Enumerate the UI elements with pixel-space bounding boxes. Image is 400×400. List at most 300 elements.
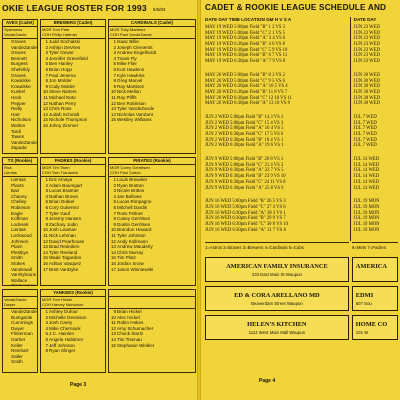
staff-line: COH Paul Sutton <box>110 170 141 176</box>
game-row: JUN 16 WED 6:30pm Field "A" 31 7 VS 8 <box>205 227 286 233</box>
game-row-side: JUL 14 WED <box>353 162 380 168</box>
player-number: 2 <box>113 182 116 188</box>
team-name: YANKEES (Rookie) <box>41 290 105 297</box>
schedule-main-column <box>205 17 350 241</box>
sponsor-address: 233 East Main St-Waupun <box>251 272 302 278</box>
player-name: Jordan Snow <box>117 260 144 266</box>
roster-table <box>2 157 38 286</box>
schedule-side-column <box>350 17 398 241</box>
team-staff <box>3 297 37 309</box>
roster-table <box>2 289 38 373</box>
player-name: Lucas Bratmer <box>49 188 79 194</box>
player-name: Tim Platz <box>117 255 136 261</box>
player-name: Greg Marvel <box>117 78 143 84</box>
game-row: MAY 26 WED 6:30pm Field "B" 11 8 VS 7 <box>205 89 288 95</box>
game-row: MAY 19 WED 6:30pm Field "A" 3 4 VS 6 <box>205 36 286 42</box>
staff-line: MGR Toby Martinez <box>110 27 146 32</box>
game-row-side: JUN 30 WED <box>353 95 380 101</box>
player-name: Dustin Gerritsen <box>117 221 151 227</box>
player-number: 7 <box>45 210 48 216</box>
player-name: Brandon Howard <box>117 227 152 233</box>
player-name: Tawes <box>11 134 25 140</box>
game-row: JUN 9 WED 6:30pm Field "C" 24 11 VS 8 <box>205 179 286 185</box>
team-staff <box>109 297 195 309</box>
player-number: 7 <box>113 210 116 216</box>
sponsor-ad-partial <box>352 257 398 282</box>
team-name: AVES (Cadet) <box>3 20 37 27</box>
player-name: Steve Nieters <box>49 89 77 95</box>
player-number: 4 <box>113 55 116 61</box>
player-name: Ryan Slinger <box>49 348 76 354</box>
player-name: Michelle Dennison <box>49 314 87 320</box>
player-number: 10 <box>42 227 48 233</box>
player-name: Chris Ross <box>49 106 72 112</box>
sponsor-address-partial: 101 W <box>355 330 369 336</box>
player-number: 12 <box>42 100 48 106</box>
player-number: 2 <box>45 314 48 320</box>
player-name: Lientas <box>11 227 26 233</box>
player-name: Mitchell Dardis <box>117 204 148 210</box>
player-name: Ben Hanley <box>49 61 73 67</box>
player-name: Mike Flier <box>117 61 137 67</box>
player-name: Ryan Bratton <box>117 182 144 188</box>
schedule-week-side <box>354 157 398 191</box>
player-number: 4 <box>45 55 48 61</box>
player-name: Jan Bellows <box>117 193 142 199</box>
player-name: Jennifer Greenfield <box>49 55 88 61</box>
game-row-side: JUL 19 MON <box>353 210 380 216</box>
player-number <box>3 145 11 151</box>
player-number: 7 <box>113 72 116 78</box>
roster-title: OKIE LEAGUE ROSTER FOR 1993 <box>2 3 147 13</box>
player-name: Eagle <box>11 210 23 216</box>
player-name: Nick Mellon <box>117 89 141 95</box>
game-row-side: JUN 23 WED <box>353 59 380 65</box>
player-number: 3 <box>113 188 116 194</box>
sponsor-row <box>205 315 398 340</box>
player-name: Nick Lehman <box>49 232 76 238</box>
player-number: 1 <box>45 177 48 182</box>
player-name: Brian Dubiel <box>49 199 75 205</box>
player-number: 5 <box>45 199 48 205</box>
player-number: 5 <box>45 61 48 67</box>
sponsor-name-partial: HOME CO <box>355 321 388 329</box>
player-number: 16 <box>42 122 48 128</box>
player-name: Westley Williams <box>117 117 152 123</box>
player-name: Saller <box>11 353 23 359</box>
team-name <box>3 290 37 297</box>
player-number: 4 <box>45 325 48 331</box>
player-name: Graves <box>11 50 26 56</box>
player-number: 1 <box>113 39 116 44</box>
player-name: VanRybrans <box>11 272 36 278</box>
staff-line: COH Philip Hafman <box>42 32 77 38</box>
player-name: David Pearhouse <box>49 238 85 244</box>
game-row: JUN 9 WED 6:30pm Field "A" 25 8 VS 9 <box>205 185 284 191</box>
player-name: Ashley Dufour <box>49 309 78 314</box>
sponsor-address: 1114 West Main Mall Waupun <box>248 330 306 336</box>
player-number: 16 <box>42 260 48 266</box>
player-name: Nichole Thompson <box>49 117 88 123</box>
player-name: Ray Martinez <box>117 83 145 89</box>
player-name: Brett VanDyke <box>49 266 79 272</box>
roster-table <box>40 289 106 373</box>
player-number: 13 <box>110 106 116 112</box>
sponsor-ad-partial <box>352 315 398 340</box>
player-name: J.C. Hainlen <box>49 331 75 337</box>
game-row-side: JUL 14 WED <box>353 174 380 180</box>
game-row-side: JUL 7 WED <box>353 126 377 132</box>
player-number: 7 <box>45 342 48 348</box>
player-name: Bennett <box>11 55 27 61</box>
player-number: 8 <box>45 78 48 84</box>
player-name: Keller <box>11 342 23 348</box>
player-name: Casey Gerritsen <box>117 216 151 222</box>
player-name: Michael Noto <box>49 94 76 100</box>
player-name: Tyler Johnson <box>117 232 146 238</box>
game-row: JUN 9 WED 6:30pm Field "A" 22 7 VS 5 <box>205 168 284 174</box>
player-name: Paul Jenema <box>49 72 76 78</box>
player-name: Tyler Gauf <box>49 210 71 216</box>
player-number: 15 <box>110 255 116 261</box>
left-page <box>0 0 198 400</box>
player-name: Smith <box>11 255 23 261</box>
team-staff <box>41 165 105 177</box>
player-name: Chaney <box>11 193 27 199</box>
player-number: 5 <box>113 61 116 67</box>
player-name: Lockwood <box>11 232 32 238</box>
player-number: 12 <box>42 238 48 244</box>
right-page <box>198 0 400 400</box>
game-row-side: JUL 7 WED <box>353 143 377 149</box>
player-name: Kowalske <box>11 83 31 89</box>
player-name: Robin Hokes <box>117 320 144 326</box>
player-name: Ross Feltner <box>117 210 144 216</box>
game-row-side: JUN 30 WED <box>353 84 380 90</box>
sponsor-ads <box>205 257 398 340</box>
player-name: Chris Murray <box>117 249 144 255</box>
player-number: 10 <box>42 89 48 95</box>
game-row: JUN 16 WED 5:00pm Field "C" 27 4 VS 6 <box>205 204 286 210</box>
player-number: 14 <box>110 249 116 255</box>
player-name: Angela Habitmer <box>49 336 84 342</box>
player-row <box>3 145 37 151</box>
game-row-side: JUL 7 WED <box>353 132 377 137</box>
player-name: Nicholas VanZant <box>117 111 153 117</box>
player-number: 8 <box>113 216 116 222</box>
player-name: Walton <box>11 122 26 128</box>
staff-line: MGR Corey Gerrittsen <box>110 165 150 170</box>
player-name: Josh Carey <box>49 320 73 326</box>
schedule-week-side <box>354 115 398 149</box>
game-row: JUN 16 WED 6:30pm Field "B" 29 9 VS 7 <box>205 216 286 222</box>
player-name: Plants <box>11 182 24 188</box>
player-number: 13 <box>110 244 116 250</box>
game-row: JUN 16 WED 6:30pm Field "C" 30 8 VS 10 <box>205 221 288 227</box>
roster-table <box>40 157 106 286</box>
schedule-week-side <box>354 25 398 65</box>
player-number: 9 <box>113 83 116 89</box>
schedule-week <box>205 73 350 107</box>
player-name: Koffman <box>11 216 29 222</box>
player-name: Adrian Vasquez <box>49 260 82 266</box>
player-number: 6 <box>45 336 48 342</box>
player-number: 9 <box>45 221 48 227</box>
game-row-side: JUN 23 WED <box>353 53 380 59</box>
game-row: MAY 19 WED 5:00pm Field "B" 1 2 VS 3 <box>205 25 286 30</box>
schedule-groups <box>205 25 350 233</box>
player-number: 3 <box>45 188 48 194</box>
player-name: Reilly <box>11 106 23 112</box>
schedule-title: CADET & ROOKIE LEAGUE SCHEDULE AND <box>205 3 387 12</box>
player-name: Kowalske <box>11 78 31 84</box>
game-row: MAY 19 WED 5:00pm Field "C" 2 1 VS 5 <box>205 30 286 36</box>
player-number: 14 <box>110 111 116 117</box>
booklet-gutter <box>197 0 201 400</box>
staff-line: Lientas <box>4 170 17 176</box>
team-name: PADRES (Rookie) <box>41 158 105 165</box>
player-name: Isaac Billie <box>117 39 139 44</box>
right-page-number: Page 4 <box>259 378 276 384</box>
team-staff <box>41 27 105 39</box>
player-name: Zimmerman <box>11 283 36 286</box>
player-number: 5 <box>113 199 116 205</box>
player-number: 8 <box>113 78 116 84</box>
player-number: 15 <box>42 117 48 123</box>
player-name: Brian Hopp <box>49 66 72 72</box>
player-name: Tyler Gower <box>49 50 74 56</box>
schedule-week <box>205 199 350 233</box>
player-number: 2 <box>45 44 48 50</box>
player-number: 11 <box>43 94 48 100</box>
team-legend: 1=Astros 2=Braves 3=Brewers 4=Cardinals 5=Cubs <box>205 242 349 254</box>
player-name: VandeZande <box>11 44 37 50</box>
player-number <box>3 359 11 365</box>
player-number: 11 <box>43 232 48 238</box>
game-row-side: JUL 19 MON <box>353 227 380 233</box>
sponsor-row <box>205 286 398 311</box>
player-number: 15 <box>110 342 116 348</box>
player-name: Garber <box>11 336 26 342</box>
player-number: 12 <box>110 325 116 331</box>
player-name: Ben Robinson <box>117 100 146 106</box>
player-number: 14 <box>110 336 116 342</box>
player-name: Kurt Hawkins <box>117 66 145 72</box>
player-number: 11 <box>111 320 116 326</box>
game-row: MAY 19 WED 6:30pm Field "C" 5 9 VS 10 <box>205 47 288 53</box>
roster-table <box>108 19 196 154</box>
roster-table <box>2 19 38 154</box>
player-name: Wallace <box>11 277 28 283</box>
staff-line: MGR Tom Pete <box>42 27 70 32</box>
player-name: Andrew Mauderly <box>117 244 153 250</box>
player-name: Burgess <box>11 61 28 67</box>
sponsor-ad <box>205 257 349 282</box>
player-name: Jason Wisniewski <box>117 266 154 272</box>
team-staff <box>3 27 37 39</box>
sponsor-ad <box>205 286 349 311</box>
game-row: MAY 26 WED 5:00pm Field "B" 8 3 VS 2 <box>205 72 286 78</box>
team-staff <box>41 297 105 309</box>
roster-date: 5/5/93 <box>152 7 166 12</box>
player-number: 4 <box>45 193 48 199</box>
player-name: Andy Kollmann <box>117 238 148 244</box>
roster-grid <box>2 19 194 373</box>
player-name: Brian Hickel <box>117 309 142 314</box>
player-row <box>41 123 105 129</box>
player-name: Brad Redniken <box>49 244 80 250</box>
player-number: 1 <box>45 309 48 314</box>
player-name: Ashlyn DeVries <box>49 44 81 50</box>
game-row: JUN 9 WED 6:30pm Field "B" 23 9 VS 10 <box>205 174 286 180</box>
staff-line: Rick <box>4 165 12 170</box>
game-row-side: JUN 23 WED <box>353 25 380 30</box>
player-name: Pepper <box>11 100 26 106</box>
player-name: Johny Zimmer <box>49 122 79 128</box>
player-name: Ray Pfiffs <box>117 94 137 100</box>
player-number: 5 <box>45 331 48 337</box>
player-name: Stokes <box>11 260 26 266</box>
player-number: 1 <box>45 39 48 44</box>
player-name: Lientas <box>11 177 26 182</box>
sponsor-address-partial: 507 Sou <box>355 301 372 307</box>
player-name: Nathan Brown <box>49 193 79 199</box>
player-number: 2 <box>113 44 116 50</box>
player-name: Jeff Johnson <box>49 342 75 348</box>
player-row <box>109 267 195 273</box>
player-number: 17 <box>110 266 116 272</box>
schedule-week <box>205 157 350 191</box>
team-staff <box>109 165 195 177</box>
schedule-side-header: DATE DAY <box>353 17 377 22</box>
player-name: Cummings <box>11 320 33 326</box>
game-row-side: JUL 14 WED <box>353 185 380 191</box>
sponsor-name-partial: EDMI <box>355 292 374 300</box>
staff-line: Spartanos <box>4 27 23 32</box>
sponsor-name: HELEN'S KITCHEN <box>247 321 307 329</box>
game-row-side: JUL 7 WED <box>353 137 377 143</box>
game-row-side: JUN 23 WED <box>353 42 380 48</box>
schedule-header: DATE DAY TIME LOCATION GM H V S A <box>205 17 292 22</box>
game-row-side: JUL 14 WED <box>353 179 380 185</box>
player-name: Hart <box>11 111 20 117</box>
player-number: 3 <box>45 50 48 56</box>
player-name: Bumgarde <box>11 314 33 320</box>
team-name: TS (Rookie) <box>3 158 37 165</box>
roster-table <box>40 19 106 154</box>
player-name: Jon Molder <box>49 78 72 84</box>
player-row <box>3 283 37 286</box>
game-row: JUN 2 WED 6:30pm Field "C" 17 5 VS 6 <box>205 132 284 137</box>
sponsor-ad <box>205 315 349 340</box>
player-name: Stephanie Winkler <box>117 342 155 348</box>
player-name: VandeZande <box>11 309 37 314</box>
player-name: Travis Fly <box>117 55 137 61</box>
player-name: Cody Molder <box>49 83 76 89</box>
game-row: MAY 26 WED 5:00pm Field "C" 9 5 VS 6 <box>205 78 286 84</box>
player-name: Kyle Hawkins <box>117 72 145 78</box>
player-number: 8 <box>45 348 48 354</box>
player-name: Plaim <box>11 244 23 250</box>
player-name: Jeremy Hansen <box>49 216 82 222</box>
roster-table <box>108 289 196 373</box>
player-row <box>109 117 195 123</box>
sponsor-name: AMERICAN FAMILY INSURANCE <box>226 263 328 271</box>
roster-table <box>108 157 196 286</box>
player-number: 4 <box>113 193 116 199</box>
player-number: 11 <box>111 232 116 238</box>
player-name: Cory Gutierrez <box>49 204 79 210</box>
game-row-side: JUL 19 MON <box>353 221 380 227</box>
game-row: MAY 26 WED 6:30pm Field "A" 13 10 VS 9 <box>205 101 290 107</box>
player-name: Shefelbly <box>11 66 30 72</box>
staff-line: MGR Tim Tisen <box>42 165 70 170</box>
player-number: 13 <box>42 244 48 250</box>
player-row <box>109 343 195 349</box>
player-name: Tardi <box>11 128 21 134</box>
player-name: Lodnsek <box>11 221 29 227</box>
player-number: 16 <box>110 260 116 266</box>
player-name: Judd Sochalski <box>49 39 80 44</box>
player-name: Tyler Reeland <box>49 249 78 255</box>
player-name: Zachary Judin <box>49 221 78 227</box>
game-row-side: JUL 7 WED <box>353 120 377 126</box>
schedule-week-side <box>354 73 398 107</box>
player-number: 14 <box>42 249 48 255</box>
game-row-side: JUL 7 WED <box>353 114 377 120</box>
game-row-side: JUN 30 WED <box>353 89 380 95</box>
game-row-side: JUN 30 WED <box>353 101 380 107</box>
player-number: 10 <box>110 314 116 320</box>
player-name: Heck <box>11 94 22 100</box>
player-name: Eric Amaya <box>49 177 73 182</box>
player-name: Tim Tisenau <box>117 336 142 342</box>
game-row: JUN 9 WED 5:00pm Field "B" 20 8 VS 1 <box>205 157 284 163</box>
schedule-week <box>205 115 350 149</box>
player-name: Mike Cherniack <box>49 325 81 331</box>
player-number: 17 <box>42 266 48 272</box>
schedule-week <box>205 25 350 65</box>
game-row-side: JUL 14 WED <box>353 157 380 163</box>
left-page-header <box>2 3 194 19</box>
player-name: Chelley <box>11 199 27 205</box>
player-number: 6 <box>113 66 116 72</box>
sponsor-name-partial: AMERICA <box>355 263 388 271</box>
player-number: 12 <box>110 238 116 244</box>
player-number: 13 <box>110 331 116 337</box>
player-number: 3 <box>113 50 116 56</box>
player-number: 15 <box>42 255 48 261</box>
player-row <box>41 267 105 273</box>
game-row-side: JUL 19 MON <box>353 199 380 205</box>
player-name: Smith <box>11 359 23 365</box>
game-row-side: JUN 23 WED <box>353 47 380 53</box>
left-page-number: Page 3 <box>70 382 87 388</box>
game-row: JUN 16 WED 5:00pm Field "B" 26 5 VS 3 <box>205 199 286 205</box>
player-name: Kunkel <box>11 89 26 95</box>
player-number: 10 <box>110 227 116 233</box>
player-name: Louis Brewster <box>117 177 148 182</box>
game-row: JUN 2 WED 6:30pm Field "B" 18 4 VS 1 <box>205 137 284 143</box>
player-name: Plestkyn <box>11 249 29 255</box>
game-row: JUN 2 WED 5:00pm Field "A" 16 4 VS 5 <box>205 126 284 132</box>
player-number: 14 <box>42 111 48 117</box>
player-name: Flinterman <box>11 331 33 337</box>
player-number: 1 <box>113 177 116 182</box>
game-row-side: JUN 23 WED <box>353 30 380 36</box>
game-row-side: JUL 19 MON <box>353 216 380 222</box>
sponsor-row <box>205 257 398 282</box>
